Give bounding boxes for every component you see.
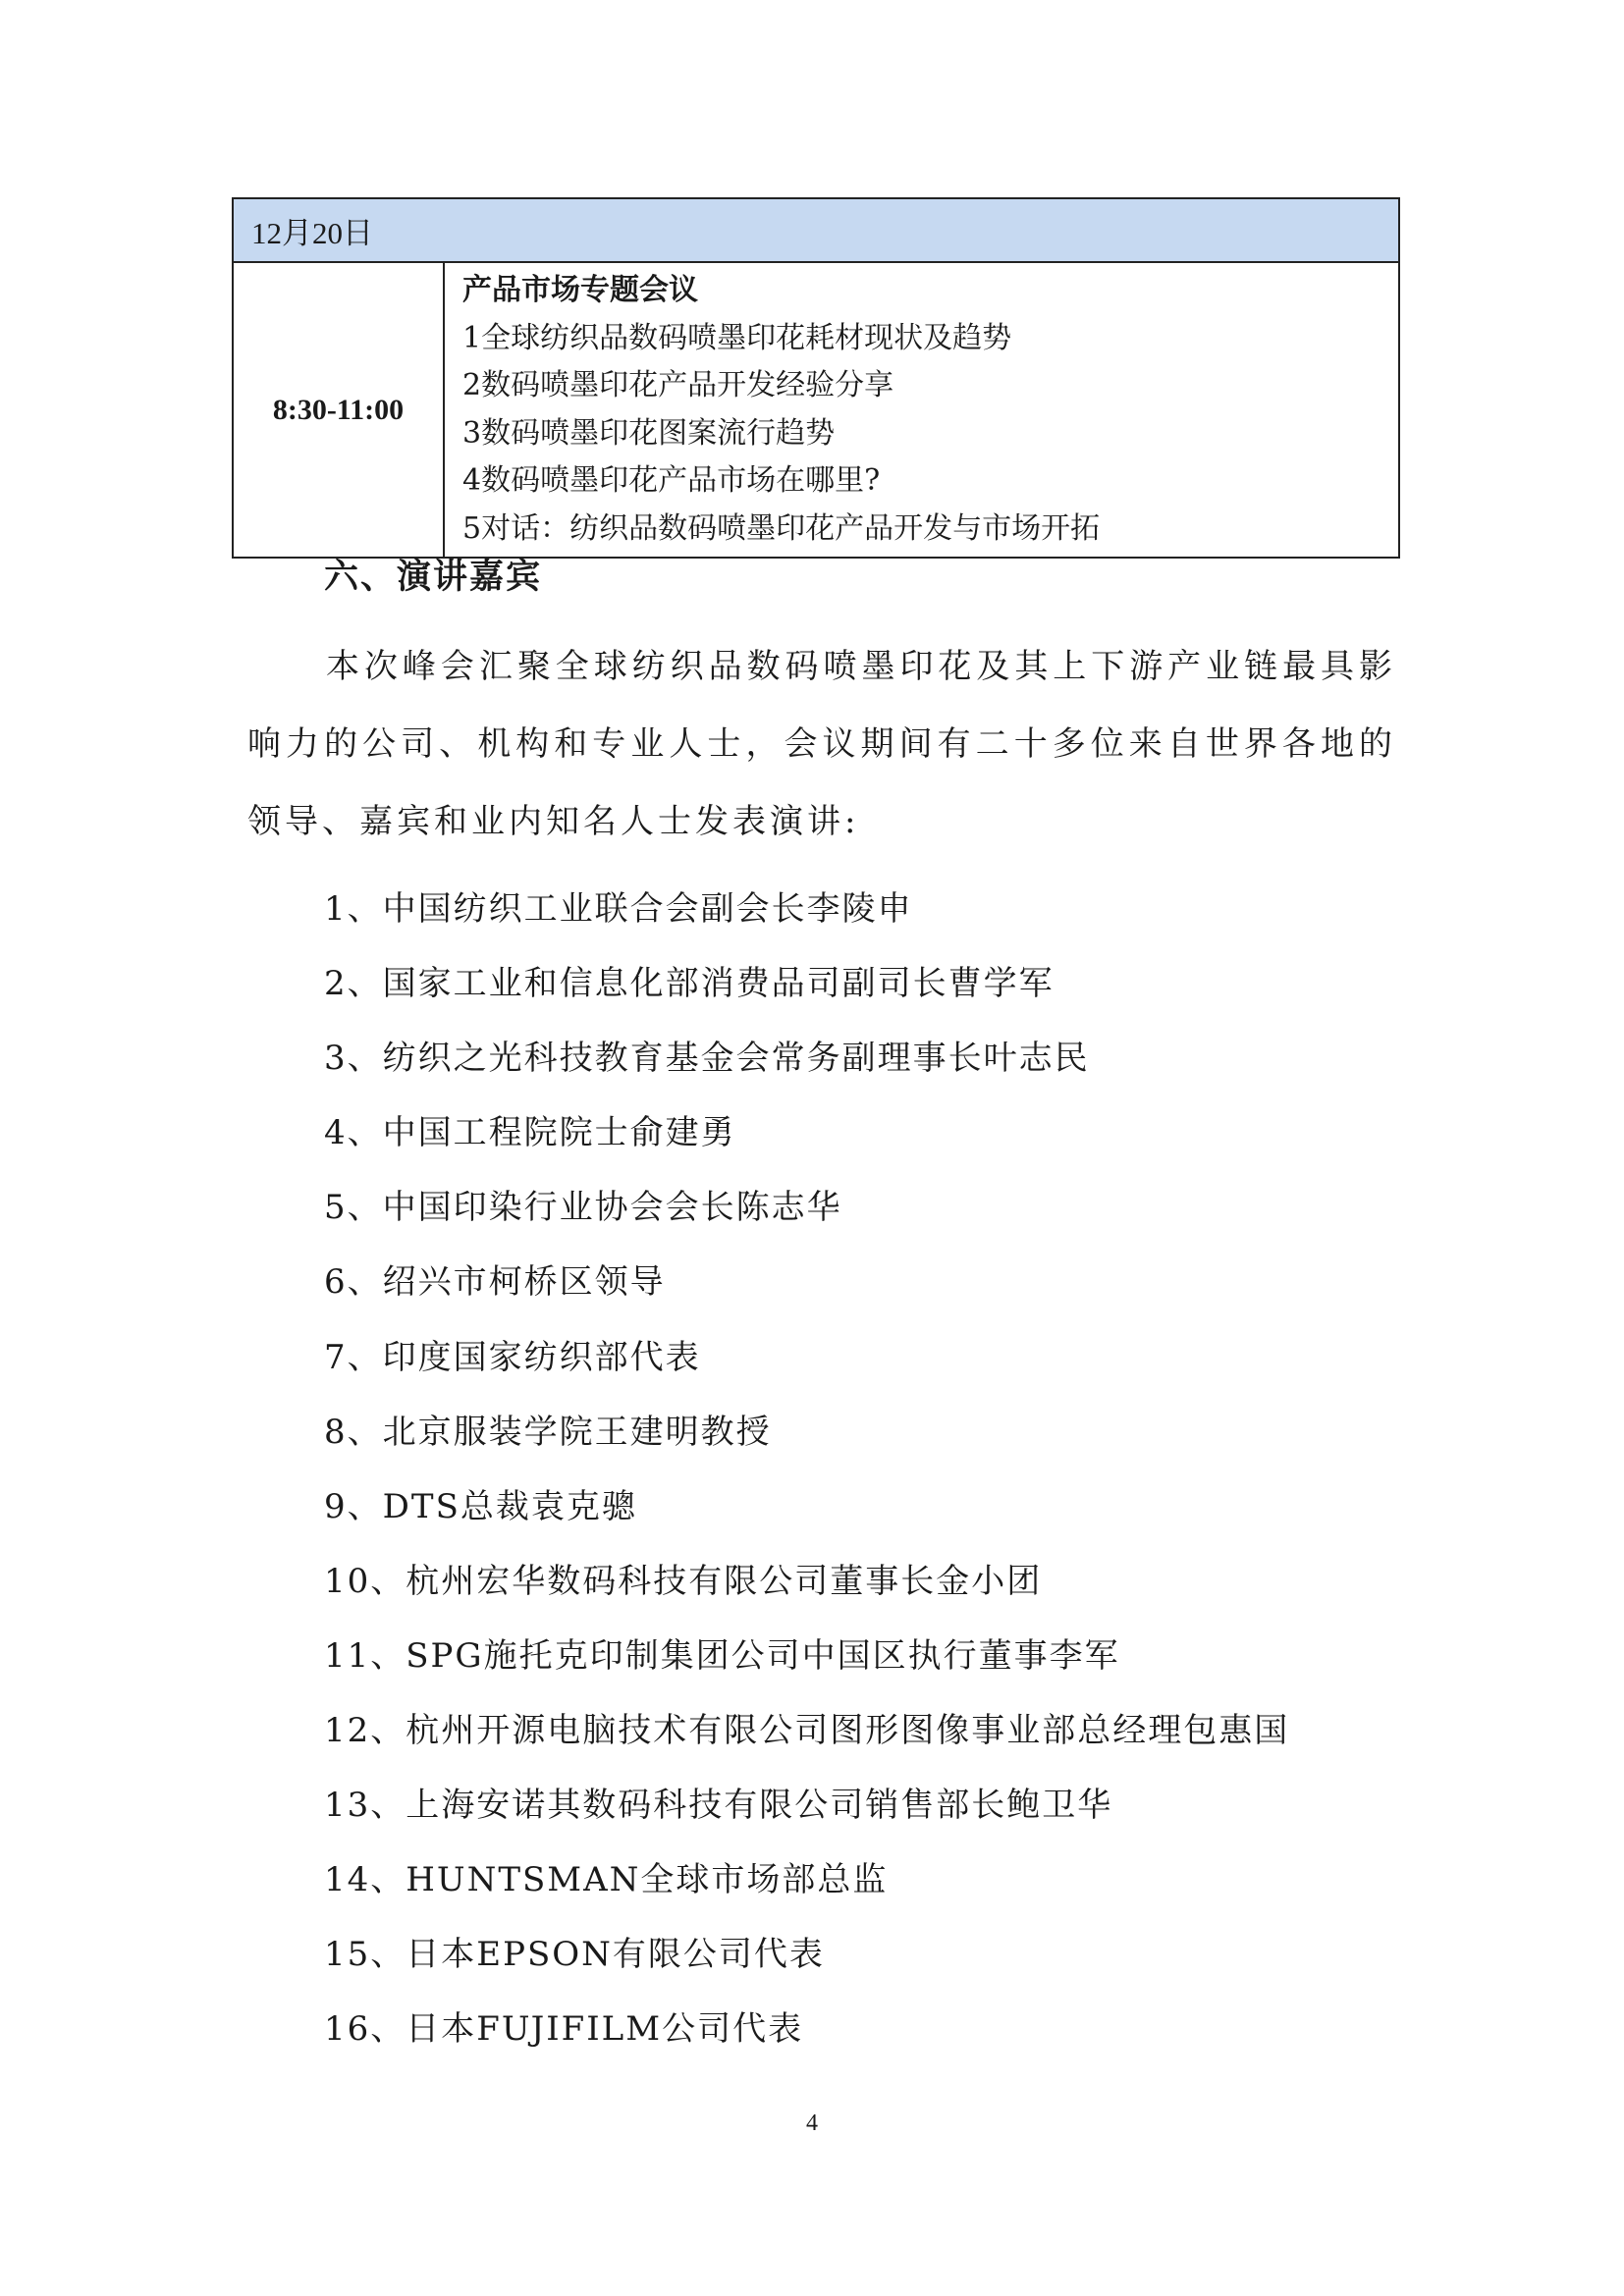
schedule-session-row [233, 262, 1399, 558]
session-title: 产品市场专题会议 [462, 273, 698, 307]
schedule-table [232, 197, 1400, 559]
speaker-item: 6、绍兴市柯桥区领导 [324, 1262, 666, 1303]
page-number: 4 [806, 2110, 818, 2136]
speaker-item: 11、SPG施托克印制集团公司中国区执行董事李军 [324, 1635, 1120, 1676]
speaker-list [324, 872, 1289, 2067]
speaker-item: 8、北京服装学院王建明教授 [324, 1412, 772, 1452]
speaker-item: 1、中国纺织工业联合会副会长李陵申 [324, 889, 913, 929]
schedule-agenda [444, 262, 1399, 558]
agenda-item: 4数码喷墨印花产品市场在哪里? [462, 463, 881, 498]
speaker-item: 16、日本FUJIFILM公司代表 [324, 2009, 804, 2050]
agenda-item: 2数码喷墨印花产品开发经验分享 [462, 368, 894, 402]
schedule-date-row [233, 198, 1399, 262]
speaker-item: 12、杭州开源电脑技术有限公司图形图像事业部总经理包惠国 [324, 1711, 1290, 1751]
intro-paragraph: 本次峰会汇聚全球纺织品数码喷墨印花及其上下游产业链最具影响力的公司、机构和专业人士，会议期间有二十多位来自世界各地的领导、嘉宾和业内知名人士发表演讲: [247, 647, 1396, 841]
speaker-item: 4、中国工程院院士俞建勇 [324, 1113, 736, 1153]
agenda-item: 5对话：纺织品数码喷墨印花产品开发与市场开拓 [462, 510, 1101, 546]
section-heading: 六、演讲嘉宾 [324, 558, 543, 597]
speaker-item: 10、杭州宏华数码科技有限公司董事长金小团 [324, 1561, 1043, 1601]
speaker-item: 5、中国印染行业协会会长陈志华 [324, 1188, 842, 1228]
speaker-item: 3、纺织之光科技教育基金会常务副理事长叶志民 [324, 1039, 1090, 1079]
schedule-time: 8:30-11:00 [233, 262, 444, 558]
speaker-item: 2、国家工业和信息化部消费品司副司长曹学军 [324, 964, 1055, 1004]
speaker-item: 13、上海安诺其数码科技有限公司销售部长鲍卫华 [324, 1786, 1113, 1826]
speaker-item: 14、HUNTSMAN全球市场部总监 [324, 1860, 889, 1900]
speaker-item: 7、印度国家纺织部代表 [324, 1337, 701, 1377]
schedule-date: 12月20日 [233, 198, 1399, 262]
agenda-item: 1全球纺织品数码喷墨印花耗材现状及趋势 [462, 320, 1012, 355]
agenda-item: 3数码喷墨印花图案流行趋势 [462, 415, 836, 451]
speaker-item: 9、DTS总裁袁克骢 [324, 1486, 637, 1526]
speaker-item: 15、日本EPSON有限公司代表 [324, 1935, 825, 1975]
